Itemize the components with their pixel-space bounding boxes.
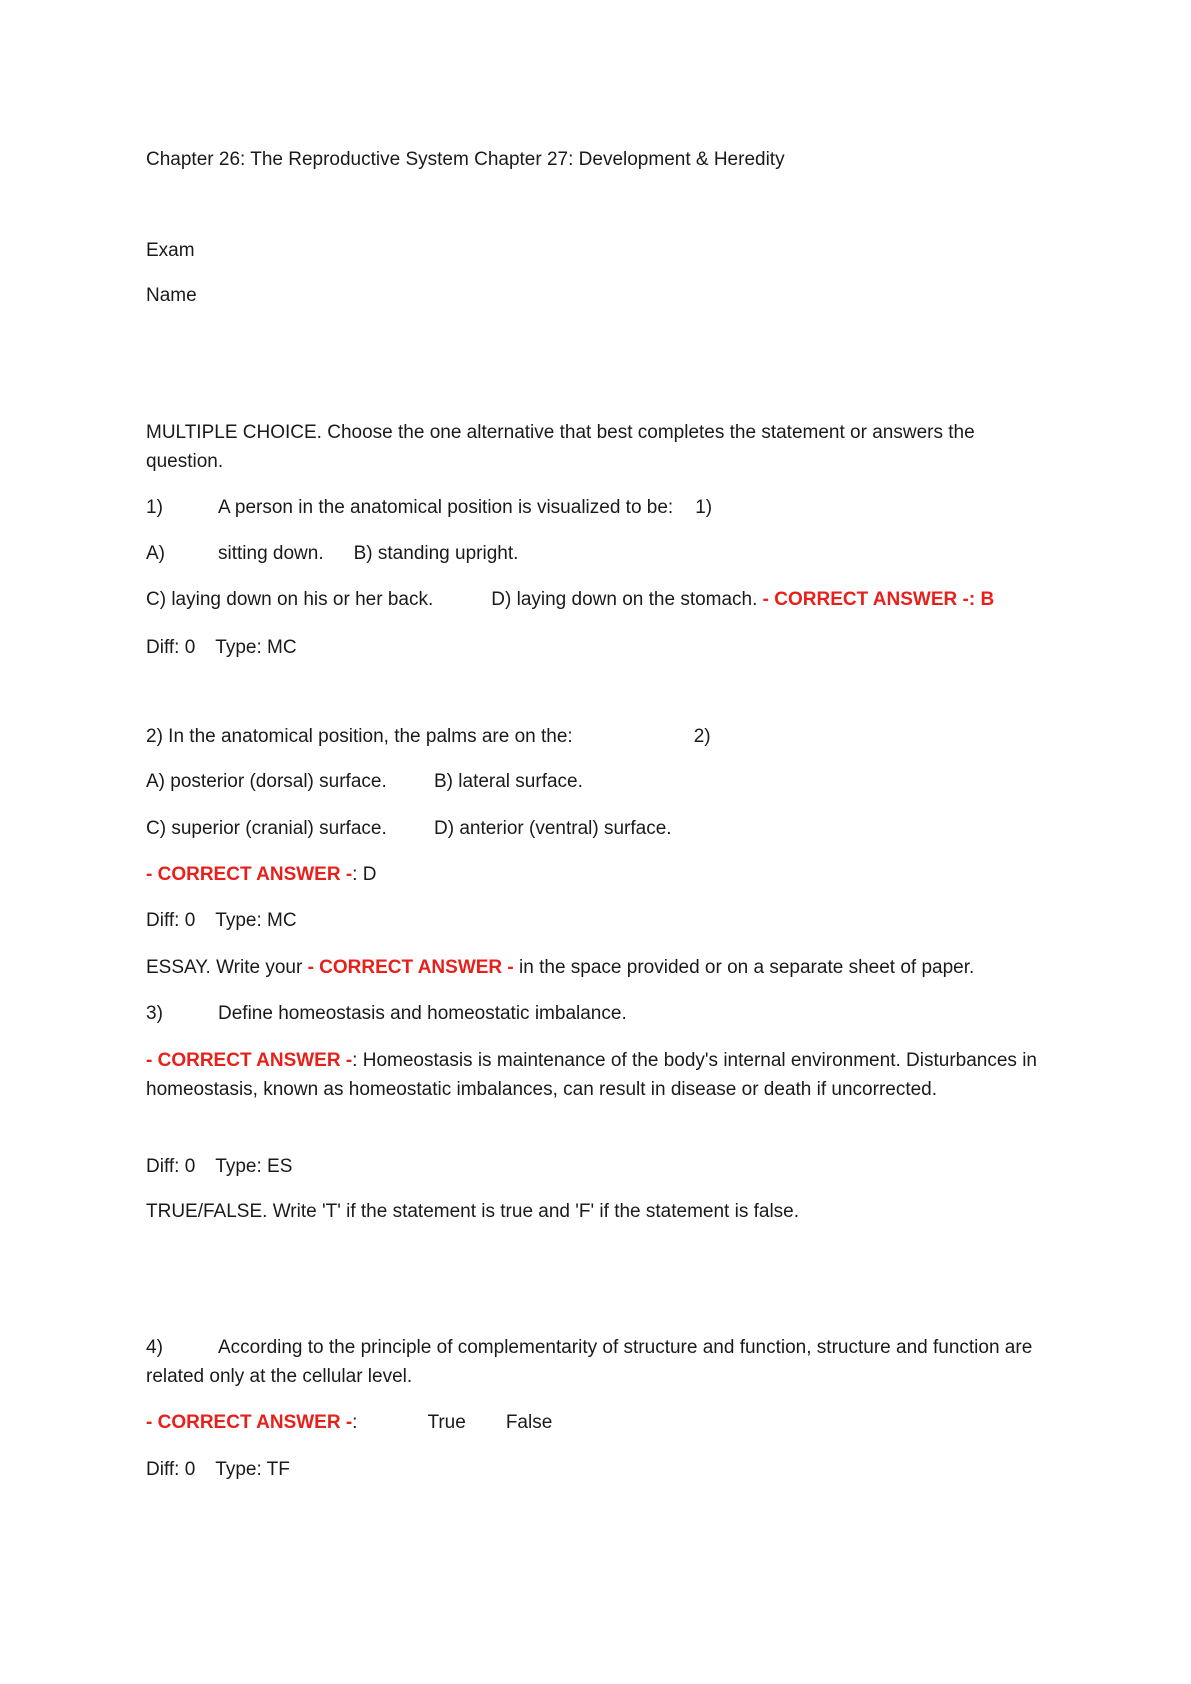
q2-answer: [146, 860, 376, 889]
q1-ref: 1): [695, 497, 713, 518]
q3-correct-answer-marker: - CORRECT ANSWER -: [146, 1050, 353, 1071]
exam-label: Exam: [146, 240, 195, 261]
q2-type: Type: MC: [215, 910, 297, 931]
q1-option-c: C) laying down on his or her back.: [146, 589, 434, 610]
essay-prefix: ESSAY. Write your: [146, 957, 308, 978]
q4-answer: [146, 1408, 552, 1437]
q4-correct-answer-marker: - CORRECT ANSWER -: [146, 1412, 353, 1433]
mc-instructions: MULTIPLE CHOICE. Choose the one alternative that best completes the statement or answers the question.: [146, 422, 975, 472]
q2-option-c: C) superior (cranial) surface.: [146, 818, 387, 839]
q3-text: Define homeostasis and homeostatic imbalance.: [218, 1003, 627, 1024]
q1-row: [146, 493, 712, 522]
q2-correct-answer-value: : D: [352, 864, 377, 885]
tf-instructions: TRUE/FALSE. Write 'T' if the statement is true and 'F' if the statement is false.: [146, 1201, 800, 1222]
name-label: Name: [146, 285, 197, 306]
q3-number: 3): [146, 1003, 163, 1024]
q1-meta: [146, 633, 297, 662]
q4-number: 4): [146, 1337, 163, 1358]
q1-option-a: sitting down.: [218, 543, 324, 564]
q2-option-d: D) anterior (ventral) surface.: [434, 818, 672, 839]
q4-option-true: True: [427, 1412, 466, 1433]
document-title: Chapter 26: The Reproductive System Chapter 27: Development & Heredity: [146, 149, 785, 170]
q2-row: [146, 722, 711, 751]
q1-type: Type: MC: [215, 637, 297, 658]
q4-answer-colon: :: [352, 1412, 358, 1433]
q3-type: Type: ES: [215, 1156, 293, 1177]
q2-options-cd: [146, 814, 672, 843]
q1-option-a-label: A): [146, 543, 165, 564]
q2-option-b: B) lateral surface.: [434, 771, 583, 792]
q3-diff: Diff: 0: [146, 1156, 196, 1177]
essay-answer-marker: - CORRECT ANSWER -: [307, 957, 514, 978]
q2-correct-answer-marker: - CORRECT ANSWER -: [146, 864, 353, 885]
q3-row: [146, 999, 627, 1028]
essay-suffix: in the space provided or on a separate sheet of paper.: [513, 957, 975, 978]
q4-meta: [146, 1455, 290, 1484]
q1-options-cd: [146, 585, 994, 614]
q2-diff: Diff: 0: [146, 910, 196, 931]
q1-option-b: B) standing upright.: [353, 543, 519, 564]
essay-instructions: [146, 953, 974, 982]
q1-text: A person in the anatomical position is visualized to be:: [218, 497, 674, 518]
q2-text: 2) In the anatomical position, the palms are on the:: [146, 726, 573, 747]
q3-answer: [146, 1046, 1046, 1104]
q2-meta: [146, 906, 297, 935]
q4-type: Type: TF: [215, 1459, 290, 1480]
q4-row: [146, 1333, 1046, 1391]
q1-diff: Diff: 0: [146, 637, 196, 658]
q3-correct-answer-value: : Homeostasis is maintenance of the body's internal environment. Disturbances in homeostasis, known as homeostatic imbalances, can result in disease or death if uncorrected.: [146, 1050, 1037, 1100]
q4-diff: Diff: 0: [146, 1459, 196, 1480]
q1-options-ab: [146, 539, 518, 568]
q1-option-d: D) laying down on the stomach.: [491, 589, 758, 610]
q4-option-false: False: [505, 1412, 553, 1433]
q2-option-a: A) posterior (dorsal) surface.: [146, 771, 387, 792]
q4-text: According to the principle of complementarity of structure and function, structure and function are related only at the cellular level.: [146, 1337, 1033, 1387]
q1-correct-answer: - CORRECT ANSWER -: B: [757, 589, 995, 610]
q3-meta: [146, 1152, 292, 1181]
q2-options-ab: [146, 767, 583, 796]
q2-ref: 2): [693, 726, 711, 747]
q1-number: 1): [146, 497, 163, 518]
